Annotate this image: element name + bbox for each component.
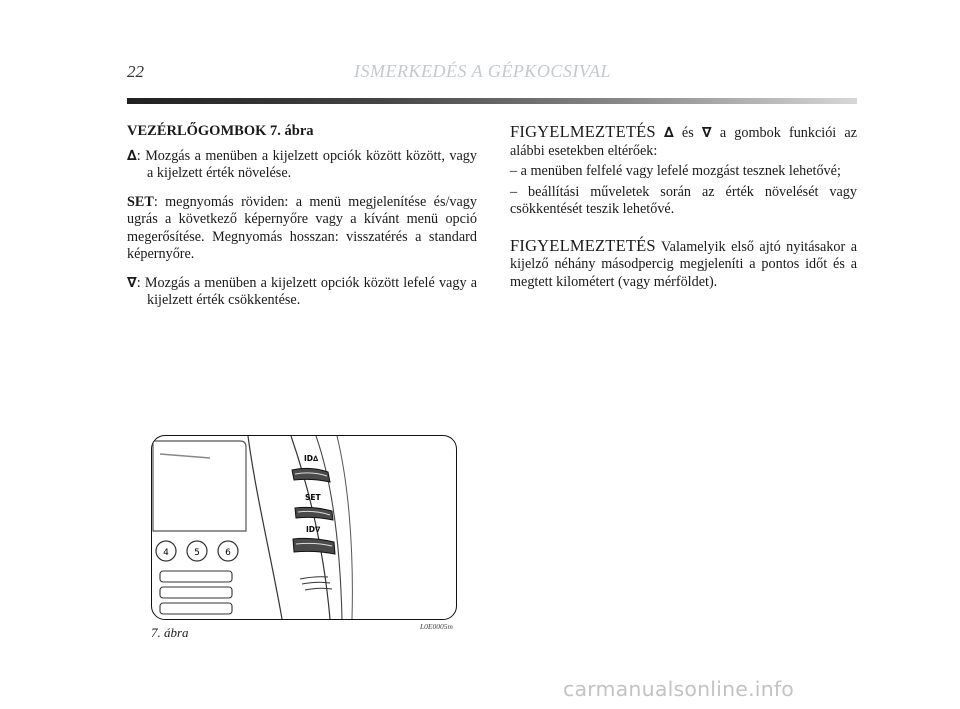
- down-button-text: : Mozgás a menüben a kijelzett opciók között lefelé vagy a kijelzett érték csökkentése.: [136, 274, 477, 308]
- set-button-label: SET: [305, 493, 321, 502]
- header-rule: [127, 98, 857, 104]
- up-triangle-icon: ∆: [663, 125, 674, 141]
- panel-edge: [337, 436, 352, 619]
- set-button-text: : megnyomás röviden: a menü megjelenítése és/vagy ugrás a következő képernyőre vagy a kívánt menü opció megerősítése. Megnyomás hosszan: visszatérés a standard képernyőre.: [127, 193, 477, 262]
- page-number: 22: [127, 62, 144, 81]
- figure-code: L0E0005m: [420, 622, 453, 631]
- warning-text: Valamelyik első ajtó nyitásakor a kijelző néhány másodpercig megjeleníti a pontos időt és a megtett kilométert (vagy mérföldet).: [510, 238, 857, 290]
- running-title: ISMERKEDÉS A GÉPKOCSIVAL: [354, 61, 611, 81]
- up-button-label: ID∆: [304, 454, 319, 463]
- panel-ridge: [305, 588, 332, 590]
- keypad-label-4: 4: [163, 548, 169, 558]
- warning-label: FIGYELMEZTETÉS: [510, 122, 656, 141]
- slot-upper: [160, 571, 232, 582]
- section-heading: VEZÉRLŐGOMBOK 7. ábra: [127, 123, 314, 139]
- dashboard-illustration: [152, 436, 456, 619]
- warning-paragraph-buttons: [510, 123, 857, 160]
- right-column: [510, 123, 857, 309]
- warning-paragraph-doors: [510, 237, 857, 292]
- down-button: [293, 538, 335, 554]
- up-button-text: : Mozgás a menüben a kijelzett opciók között között, vagy a kijelzett érték növelése.: [136, 147, 477, 181]
- left-column: [127, 123, 477, 321]
- down-triangle-icon: ∇: [701, 125, 712, 141]
- figure-caption: 7. ábra: [151, 625, 189, 640]
- control-buttons-figure: [151, 435, 457, 620]
- panel-ridge: [300, 577, 328, 579]
- screen-glare-line: [160, 454, 210, 458]
- slot-middle: [160, 587, 232, 598]
- down-triangle-icon: ∇: [127, 274, 137, 291]
- set-button-description: [127, 194, 477, 264]
- warning-label: FIGYELMEZTETÉS: [510, 235, 656, 255]
- keypad-label-6: 6: [225, 548, 231, 558]
- set-key-label: SET: [127, 193, 154, 210]
- up-button-description: [127, 148, 477, 183]
- warning-connector: és: [681, 125, 694, 141]
- warning-block-buttons: [510, 123, 857, 219]
- down-button-label: ID∇: [306, 525, 321, 534]
- warning-block-doors: [510, 237, 857, 292]
- panel-edge: [248, 436, 282, 619]
- warning-bullet: – a menüben felfelé vagy lefelé mozgást tesznek lehetővé;: [510, 163, 841, 179]
- up-triangle-icon: ∆: [127, 147, 137, 164]
- keypad-label-5: 5: [194, 548, 200, 558]
- watermark: carmanualsonline.info: [563, 677, 795, 701]
- slot-lower: [160, 603, 232, 614]
- down-button-description: [127, 275, 477, 310]
- warning-text: a gombok funkciói az alábbi esetekben eltérőek:: [510, 125, 858, 159]
- warning-bullet: – beállítási műveletek során az érték növelését vagy csökkentését teszik lehetővé.: [510, 183, 857, 217]
